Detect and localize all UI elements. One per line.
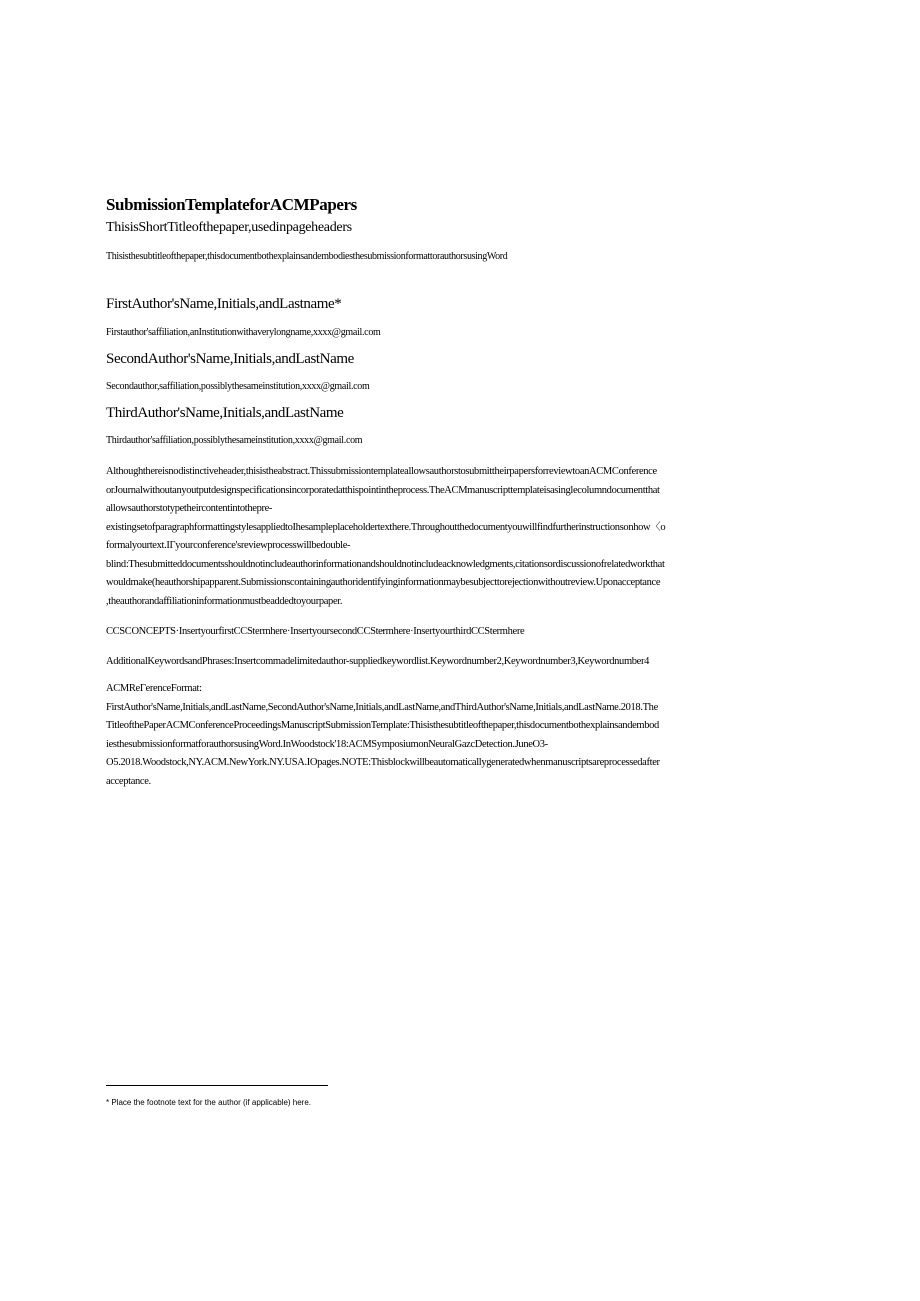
ccs-concepts: CCSCONCEPTS·InsertyourfirstCCStermhere·InsertyoursecondCCSte̵rmhere·InsertyourthirdCCStermhere: [106, 626, 525, 637]
author-3-name: ThirdAuthor'sName,Initials,andLastName: [106, 405, 344, 421]
reference-line: O5.2018.Woodstock,NY.ACM.NewYork.NY.USA.IOpages.NOTE:Thisblockwillbeautomaticallygeneratedwhenmanuscriptsareprocessedafter: [106, 757, 660, 768]
abstract: [106, 463, 771, 611]
abstract-line: blind:Thesubmitteddocumentsshouldnotincludeauthorinformationandshouldnotincludeacknowledgments,citationsordiscussionofrelatedworkthat: [106, 558, 665, 570]
author-2-affiliation: Secondauthor,saffiliation,possiblythesameinstitution,xxxx@gmail.com: [106, 381, 370, 392]
abstract-line: existingsetofparagraphformattingstylesappliedtoIhesampleplaceholdertexthere.Throughoutthedocumentyouwillfindfurtherinstructionsonhow〈o: [106, 521, 666, 533]
acm-reference-format: [106, 680, 771, 791]
abstract-line: allowsauthorstotypetheircontentintothepre-: [106, 503, 273, 514]
abstract-line: Althoughthereisnodistinctiveheader,thisistheabstract.ThissubmissiontemplateallowsauthorstosubmittheirpapersforreviewtoanACMConference: [106, 466, 657, 477]
author-2-name: SecondAuthor'sName,Initials,andLastName: [106, 351, 354, 367]
reference-line: TitleofthePaperACMConferenceProceedingsManuscriptSubmissionTemplate:Thisisthesubtitleofthepaper,thisdocumentbothexplainsandembod: [106, 720, 659, 731]
reference-line: acceptance.: [106, 775, 151, 787]
abstract-line: orJournalwithoutanyoutputdesignspecificationsincorporatedatthispointintheprocess.TheACMmanuscripttemplateisasinglecolumndocumentthat: [106, 484, 660, 496]
paper-subtitle: Thisisthesubtitleofthepaper,thisdocumentbothexplainsandembodiesthesubmissionformattorauthorsusingWord: [106, 251, 508, 262]
paper-short-title: ThisisShortTitleofthepaper,usedinpageheaders: [106, 220, 352, 235]
abstract-line: ,theauthorandaffiliationinformationmustbeaddedtoyourpaper.: [106, 595, 343, 607]
reference-line: ACMReΓerenceFormat:: [106, 683, 202, 694]
footnote-divider: [106, 1085, 328, 1086]
reference-line: iesthesubmissionformatforauthorsusingWord.InWoodstock'18:ACMSymposiumonNeuralGazcDetection.JuneO3-: [106, 738, 548, 750]
author-1-name: FirstAuthor'sName,Initials,andLastname*: [106, 296, 342, 312]
keywords: AdditionalKeywordsandPhrases:Insertcommadelimitedauthor-suppliedkeywordlist.Keywordnumber2,Keywordnumber3,Keywordnumber4: [106, 656, 650, 667]
author-3-affiliation: Thirdauthor'saffiliation,possiblythesameinstitution,xxxx@gmail.com: [106, 435, 363, 446]
author-footnote: * Place the footnote text for the author (if applicable) here.: [106, 1098, 312, 1107]
paper-title: SubmissionTemplateforACMPapers: [106, 195, 357, 214]
author-1-affiliation: Firstauthor'saffiliation,anInstitutionwithaverylongname,xxxx@gmail.com: [106, 327, 381, 338]
abstract-line: formalyourtext.IΓyourconference'sreviewprocesswillbedouble-: [106, 540, 351, 551]
abstract-line: wouldmake(heauthorshipapparent.Submissionscontainingauthoridentifyinginformationmaybesubjecttorejectionwithoutreview.Uponacceptance: [106, 577, 661, 588]
reference-line: FirstAuthor'sName,Initials,andLastName,SecondAuthor'sName,Initials,andLastName,andThirdAuthor'sName,Initials,andLastName.2018.The: [106, 701, 658, 713]
